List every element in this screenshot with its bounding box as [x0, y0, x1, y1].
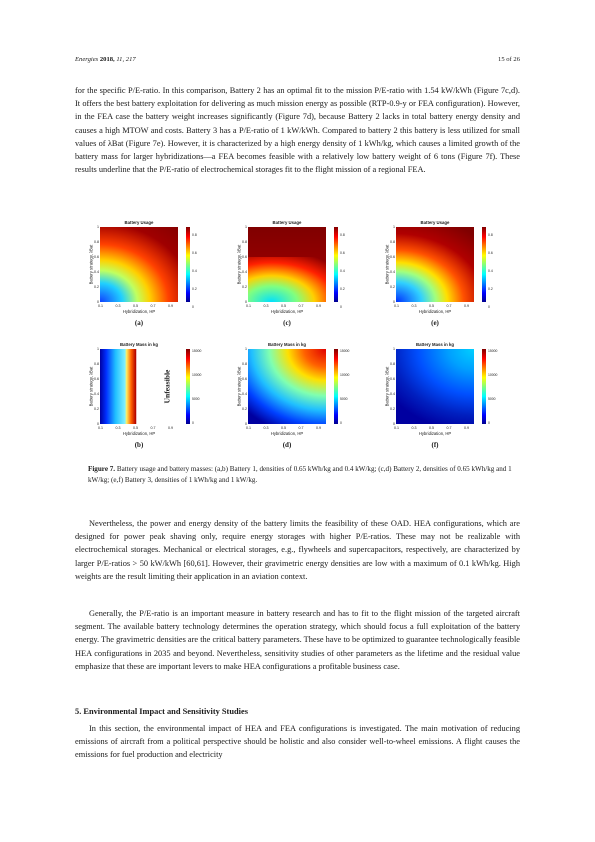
- colorbar-tick: 0.2: [192, 287, 197, 291]
- x-tick-label: 0.9: [168, 304, 173, 308]
- panel-label: (f): [431, 441, 439, 449]
- x-tick-label: 0.5: [133, 304, 138, 308]
- colorbar: [186, 349, 190, 424]
- page-number: 15 of 26: [498, 56, 520, 63]
- colorbar-tick: 0.4: [340, 269, 345, 273]
- y-tick-label: 0.4: [242, 270, 247, 274]
- panel-title: Battery Usage: [420, 220, 450, 225]
- y-tick-label: 1: [393, 347, 395, 351]
- x-tick-label: 0.7: [298, 304, 304, 308]
- x-tick-label: 0.7: [446, 304, 452, 308]
- y-tick-label: 0.2: [94, 407, 99, 411]
- section-heading: 5. Environmental Impact and Sensitivity Studies: [75, 707, 248, 716]
- panel-label: (e): [431, 319, 439, 327]
- panel-title: Battery Mass in kg: [268, 342, 306, 347]
- x-tick-label: 0.9: [316, 304, 321, 308]
- colorbar-tick: 0: [192, 305, 194, 309]
- y-tick-label: 0: [393, 422, 395, 426]
- panel-label: (b): [134, 441, 144, 449]
- y-tick-label: 0: [97, 300, 99, 304]
- y-tick-label: 0.4: [94, 270, 99, 274]
- x-tick-label: 0.7: [150, 426, 156, 430]
- x-axis-label: Hybridization, HP: [270, 431, 304, 436]
- colorbar-tick: 0: [488, 305, 490, 309]
- colorbar: [482, 349, 486, 424]
- y-axis-label: Battery strategy, λBat: [236, 366, 242, 407]
- colorbar-tick: 15000: [192, 349, 202, 353]
- y-tick-label: 0.6: [94, 377, 99, 381]
- y-tick-label: 0.4: [94, 392, 99, 396]
- figure-panel: [236, 218, 356, 328]
- colorbar: [186, 227, 190, 302]
- colorbar-tick: 0.6: [488, 251, 493, 255]
- y-tick-label: 1: [393, 225, 395, 229]
- y-axis-label: Battery strategy, λBat: [88, 244, 94, 285]
- y-axis-label: Battery strategy, λBat: [384, 366, 390, 407]
- y-tick-label: 0.8: [94, 240, 99, 244]
- y-tick-label: 0.6: [390, 377, 395, 381]
- figure-caption: Figure 7. Battery usage and battery masses: (a,b) Battery 1, densities of 0.65 kWh/kg and 0.4 kW/kg; (c,d) Battery 2, densities of 0.65 kWh/kg and 1 kW/kg; (e,f) Battery 3, densities of 1 kWh/kg and 1 kW/kg.: [88, 465, 512, 484]
- x-tick-label: 0.3: [263, 304, 269, 308]
- colorbar-tick: 0: [340, 421, 342, 425]
- paragraph-2: Nevertheless, the power and energy density of the battery limits the feasibility of these OAD. HEA configurations, which are designed for power peak shaving only, require energy storages with higher P/E-ratios. These may not be realizable with electrochemical storages. Mechanical or electrical storages, e.g., flywheels and supercapacitors, respectively, are characterized by larger P/E-ratios > 50 kW/kWh [60,61]. However, their gravimetric energy densities are low with a maximum of 0.1 kWh/kg. High weights are the result limiting their application in an aviation context.: [75, 519, 520, 581]
- y-tick-label: 1: [97, 347, 99, 351]
- y-tick-label: 0.4: [390, 392, 395, 396]
- colorbar-tick: 15000: [340, 349, 350, 353]
- y-tick-label: 0.8: [242, 362, 247, 366]
- y-tick-label: 0.4: [242, 392, 247, 396]
- panel-title: Battery Mass in kg: [416, 342, 454, 347]
- x-axis-label: Hybridization, HP: [418, 431, 452, 436]
- panel-label: (a): [134, 319, 144, 327]
- colorbar-tick: 10000: [340, 373, 350, 377]
- figure-panel: [384, 218, 504, 328]
- y-tick-label: 0: [245, 300, 247, 304]
- colorbar-tick: 0.6: [192, 251, 197, 255]
- x-axis-label: Hybridization, HP: [122, 309, 156, 314]
- x-tick-label: 0.3: [115, 426, 121, 430]
- colorbar-tick: 5000: [488, 397, 496, 401]
- y-tick-label: 1: [245, 225, 247, 229]
- panel-title: Battery Usage: [124, 220, 154, 225]
- y-tick-label: 0.6: [390, 255, 395, 259]
- y-tick-label: 0.2: [390, 407, 395, 411]
- y-tick-label: 0: [393, 300, 395, 304]
- colorbar-tick: 5000: [340, 397, 348, 401]
- y-tick-label: 0.6: [242, 377, 247, 381]
- x-tick-label: 0.9: [464, 426, 469, 430]
- panel-title: Battery Usage: [272, 220, 302, 225]
- x-tick-label: 0.1: [98, 304, 103, 308]
- x-tick-label: 0.5: [281, 426, 286, 430]
- colorbar: [482, 227, 486, 302]
- x-tick-label: 0.5: [281, 304, 286, 308]
- y-tick-label: 0.8: [94, 362, 99, 366]
- colorbar-tick: 0.8: [340, 233, 345, 237]
- journal-citation: Energies 2018, 11, 217: [75, 56, 136, 63]
- colorbar-tick: 0.4: [192, 269, 197, 273]
- paragraph-4: In this section, the environmental impact of HEA and FEA configurations is investigated. The main motivation of reducing emissions of aircraft from a political perspective should be holistic and also consider well-to-wheel emissions. A flight causes the emissions for fuel production and electricity: [75, 724, 520, 760]
- y-tick-label: 0: [97, 422, 99, 426]
- x-tick-label: 0.1: [246, 426, 251, 430]
- figure-panel: [88, 340, 208, 450]
- colorbar: [334, 349, 338, 424]
- x-tick-label: 0.9: [316, 426, 321, 430]
- y-tick-label: 0.8: [242, 240, 247, 244]
- y-tick-label: 0.2: [94, 285, 99, 289]
- y-tick-label: 0.4: [390, 270, 395, 274]
- panel-label: (d): [282, 441, 292, 449]
- y-axis-label: Battery strategy, λBat: [384, 244, 390, 285]
- colorbar-tick: 15000: [488, 349, 498, 353]
- panel-title: Battery Mass in kg: [120, 342, 158, 347]
- colorbar-tick: 10000: [192, 373, 202, 377]
- y-tick-label: 1: [245, 347, 247, 351]
- x-tick-label: 0.3: [411, 304, 417, 308]
- x-tick-label: 0.7: [298, 426, 304, 430]
- figure-panel: [384, 340, 504, 450]
- colorbar-tick: 0.8: [488, 233, 493, 237]
- y-axis-label: Battery strategy, λBat: [236, 244, 242, 285]
- x-tick-label: 0.1: [98, 426, 103, 430]
- panel-label: (c): [283, 319, 291, 327]
- x-tick-label: 0.9: [168, 426, 173, 430]
- y-tick-label: 0.2: [390, 285, 395, 289]
- x-axis-label: Hybridization, HP: [270, 309, 304, 314]
- x-axis-label: Hybridization, HP: [418, 309, 452, 314]
- colorbar: [334, 227, 338, 302]
- colorbar-tick: 10000: [488, 373, 498, 377]
- y-axis-label: Battery strategy, λBat: [88, 366, 94, 407]
- x-tick-label: 0.7: [446, 426, 452, 430]
- heatmap-plot: [396, 349, 474, 424]
- x-tick-label: 0.1: [394, 426, 399, 430]
- x-tick-label: 0.3: [263, 426, 269, 430]
- y-tick-label: 0.8: [390, 362, 395, 366]
- figure-panel: [88, 218, 208, 328]
- colorbar-tick: 0: [488, 421, 490, 425]
- page-header: [75, 56, 520, 66]
- y-tick-label: 0.8: [390, 240, 395, 244]
- colorbar-tick: 0: [340, 305, 342, 309]
- x-tick-label: 0.7: [150, 304, 156, 308]
- colorbar-tick: 0.8: [192, 233, 197, 237]
- colorbar-tick: 0.6: [340, 251, 345, 255]
- x-tick-label: 0.1: [246, 304, 251, 308]
- y-tick-label: 1: [97, 225, 99, 229]
- y-tick-label: 0.2: [242, 285, 247, 289]
- x-tick-label: 0.9: [464, 304, 469, 308]
- colorbar-tick: 0.2: [488, 287, 493, 291]
- colorbar-tick: 5000: [192, 397, 200, 401]
- heatmap-plot: [248, 227, 326, 302]
- paragraph-1: for the specific P/E-ratio. In this comparison, Battery 2 has an optimal fit to the mission P/E-ratio with 1.54 kW/kWh (Figure 7c,d). It offers the best battery exploitation for delivering as much mission energy as possible (RTP-0.9-y or FEA configuration). However, in the FEA case the battery weight increases significantly (Figure 7d), because Battery 2 lacks in total battery energy density and causes a high MTOW and costs. Battery 3 has a P/E-ratio of 1 kW/kWh. Compared to battery 2 this battery is less utilized for small values of λBat (Figure 7e). However, it is characterized by a high energy density of 1 kWh/kg, which causes a limited growth of the battery mass for larger hybridizations—a FEA becomes feasible with a relatively low battery weight of 6 tons (Figure 7f). These results underline that the P/E-ratio of electrochemical storages fit to the flight mission of a regional FEA.: [75, 86, 520, 175]
- x-tick-label: 0.1: [394, 304, 399, 308]
- x-tick-label: 0.3: [115, 304, 121, 308]
- colorbar-tick: 0: [192, 421, 194, 425]
- x-tick-label: 0.5: [429, 304, 434, 308]
- y-tick-label: 0: [245, 422, 247, 426]
- y-tick-label: 0.2: [242, 407, 247, 411]
- heatmap-plot: [248, 349, 326, 424]
- x-tick-label: 0.5: [133, 426, 138, 430]
- unfeasible-label: Unfeasible: [162, 369, 172, 404]
- x-tick-label: 0.3: [411, 426, 417, 430]
- y-tick-label: 0.6: [242, 255, 247, 259]
- x-axis-label: Hybridization, HP: [122, 431, 156, 436]
- figure-panel: [236, 340, 356, 450]
- figure-7: [88, 218, 508, 458]
- paragraph-3: Generally, the P/E-ratio is an important measure in battery research and has to fit to the flight mission of the targeted aircraft segment. The available battery technology determines the operation strategy, which should focus a full exploitation of the battery energy. The gravimetric densities are the critical battery parameters. These have to be optimized to guarantee technologically feasible HEA configurations in 2035 and beyond. Nevertheless, sensitivity studies of other parameters as the lifetime and the residual value emphasize that these are important levers to make HEA configurations a profitable business case.: [75, 609, 520, 671]
- colorbar-tick: 0.2: [340, 287, 345, 291]
- y-tick-label: 0.6: [94, 255, 99, 259]
- colorbar-tick: 0.4: [488, 269, 493, 273]
- x-tick-label: 0.5: [429, 426, 434, 430]
- heatmap-plot: [396, 227, 474, 302]
- heatmap-plot: [100, 227, 178, 302]
